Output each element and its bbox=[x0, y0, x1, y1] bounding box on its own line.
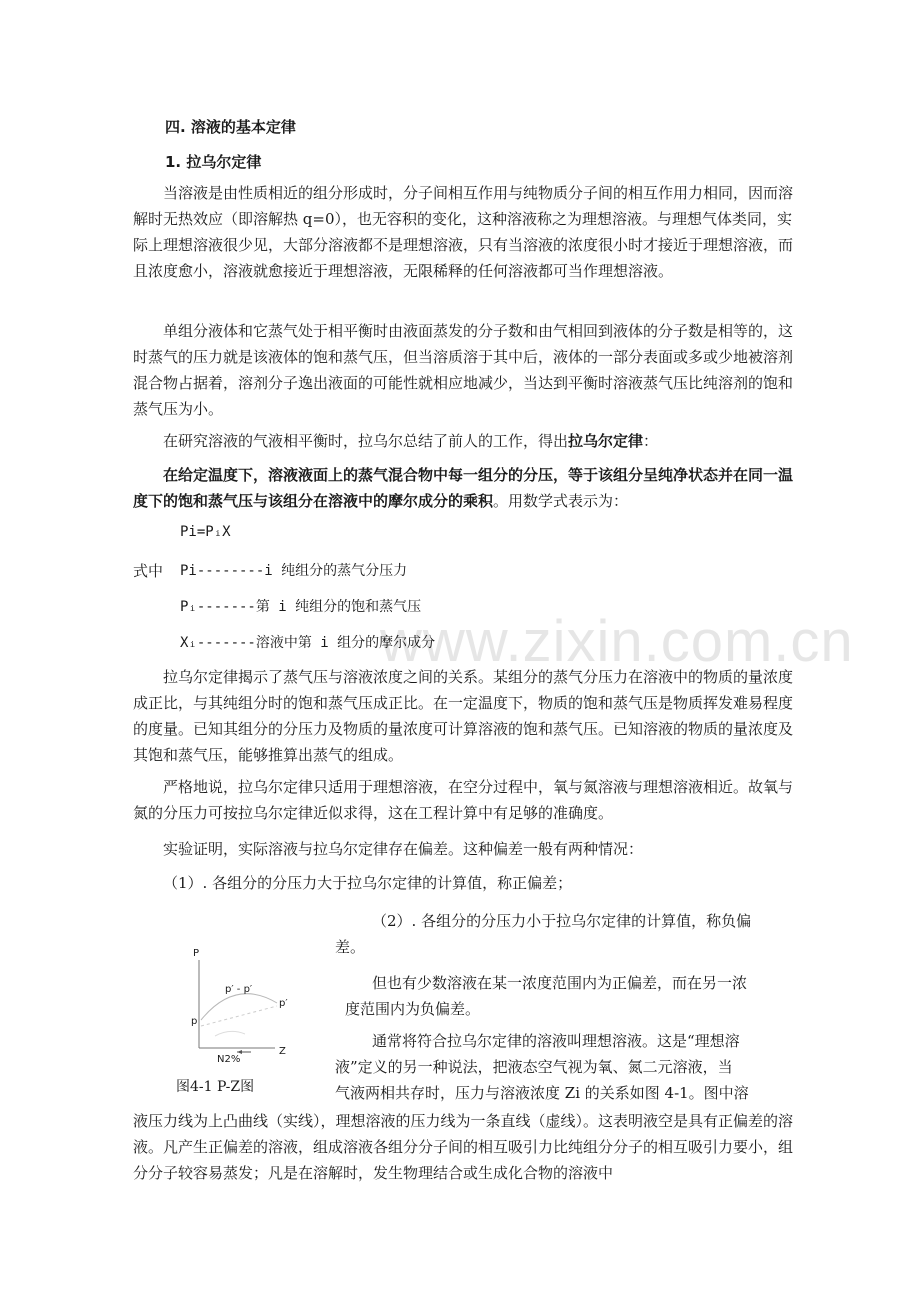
watermark: www.zixin.com.cn bbox=[380, 609, 854, 674]
paragraph-2: 单组分液体和它蒸气处于相平衡时由液面蒸发的分子数和由气相回到液体的分子数是相等的，这时蒸气的压力就是该液体的饱和蒸气压，但当溶质溶于其中后，液体的一部分表面或多或少地被溶剂混合物占据着，溶剂分子逸出液面的可能性就相应地减少，当达到平衡时溶液蒸气压比纯溶剂的饱和蒸气压为小。 bbox=[133, 322, 794, 418]
paragraph-8-rest: 液压力线为上凸曲线（实线），理想溶液的压力线为一条直线（虚线）。这表明液空是具有正偏差的溶液。凡产生正偏差的溶液，组成溶液各组分分子间的相互吸引力比纯组分分子的相互吸引力要小，组分分子较容易蒸发；凡是在溶解时，发生物理结合或生成化合物的溶液中 bbox=[133, 1112, 794, 1182]
figure-pz-diagram bbox=[175, 948, 297, 1078]
axis-z-label: Z bbox=[279, 1046, 286, 1057]
label-p-left: p bbox=[191, 1016, 198, 1027]
paragraph-6: 实验证明，实际溶液与拉乌尔定律存在偏差。这种偏差一般有两种情况： bbox=[163, 840, 644, 858]
faint-curve bbox=[215, 1031, 245, 1036]
paragraph-3-text: 在研究溶液的气液相平衡时，拉乌尔总结了前人的工作，得出 bbox=[163, 432, 569, 450]
paragraph-8-line3: 气液两相共存时，压力与溶液浓度 Zi 的关系如图 4-1。图中溶 bbox=[335, 1084, 749, 1102]
paragraph-8-line2: 液”定义的另一种说法，把液态空气视为氧、氮二元溶液，当 bbox=[335, 1058, 733, 1076]
paragraph-1: 当溶液是由性质相近的组分形成时，分子间相互作用与纯物质分子间的相互作用力相同，因而溶解时无热效应（即溶解热 q=0），也无容积的变化，这种溶液称之为理想溶液。与理想气体类同，实际上理想溶液很少见，大部分溶液都不是理想溶液，只有当溶液的浓度很小时才接近于理想溶液，而且浓度愈小，溶液就愈接近于理想溶液，无限稀释的任何溶液都可当作理想溶液。 bbox=[133, 184, 794, 280]
case-positive-deviation: （1）. 各组分的分压力大于拉乌尔定律的计算值，称正偏差； bbox=[163, 874, 573, 892]
label-p-mid: p′ - p′ bbox=[225, 984, 253, 995]
paragraph-3 bbox=[133, 428, 793, 454]
paragraph-4: 拉乌尔定律揭示了蒸气压与溶液浓度之间的关系。某组分的蒸气分压力在溶液中的物质的量浓度成正比，与其纯组分时的饱和蒸气压成正比。在一定温度下，物质的饱和蒸气压是物质挥发难易程度的度量。已知其组分的分压力及物质的量浓度可计算溶液的饱和蒸气压。已知溶液的物质的量浓度及其饱和蒸气压，能够推算出蒸气的组成。 bbox=[133, 668, 794, 764]
law-statement bbox=[133, 462, 793, 514]
paragraph-5: 严格地说，拉乌尔定律只适用于理想溶液，在空分过程中，氧与氮溶液与理想溶液相近。故氧与氮的分压力可按拉乌尔定律近似求得，这在工程计算中有足够的准确度。 bbox=[133, 778, 794, 822]
solution-pressure-curve bbox=[201, 994, 277, 1020]
figure-caption: 图4-1 P-Z图 bbox=[176, 1079, 255, 1095]
paragraph-7-cont: 度范围内为负偏差。 bbox=[345, 1000, 481, 1018]
definition-x: Xᵢ-------溶液中第 i 组分的摩尔成分 bbox=[180, 635, 436, 651]
law-statement-bold: 在给定温度下，溶液液面上的蒸气混合物中每一组分的分压，等于该组分呈纯净状态并在同一温度下的饱和蒸气压与该组分在溶液中的摩尔成分的乘积 bbox=[133, 466, 794, 510]
axis-p-label: P bbox=[193, 948, 200, 959]
formula: Pi=PᵢX bbox=[180, 524, 231, 540]
law-statement-end: 。用数学式表示为： bbox=[493, 492, 629, 510]
ideal-pressure-line bbox=[201, 1006, 277, 1026]
paragraph-7: 但也有少数溶液在某一浓度范围内为正偏差，而在另一浓 bbox=[372, 974, 748, 992]
law-name: 拉乌尔定律 bbox=[568, 432, 644, 450]
definition-psat: Pᵢ-------第 i 纯组分的饱和蒸气压 bbox=[180, 599, 422, 615]
case-negative-deviation-cont: 差。 bbox=[335, 938, 366, 956]
paragraph-3-end: ： bbox=[643, 432, 659, 450]
label-n2: N2% bbox=[217, 1054, 241, 1065]
subsection-title: 1. 拉乌尔定律 bbox=[165, 153, 262, 171]
section-title: 四. 溶液的基本定律 bbox=[165, 118, 296, 136]
paragraph-8-line1: 通常将符合拉乌尔定律的溶液叫理想溶液。这是“理想溶 bbox=[372, 1032, 740, 1050]
case-negative-deviation: （2）. 各组分的分压力小于拉乌尔定律的计算值，称负偏 bbox=[372, 912, 752, 930]
definition-pi: Pi--------i 纯组分的蒸气分压力 bbox=[180, 563, 408, 579]
where-label: 式中 bbox=[133, 562, 164, 580]
label-p-right: p′ bbox=[279, 998, 288, 1009]
